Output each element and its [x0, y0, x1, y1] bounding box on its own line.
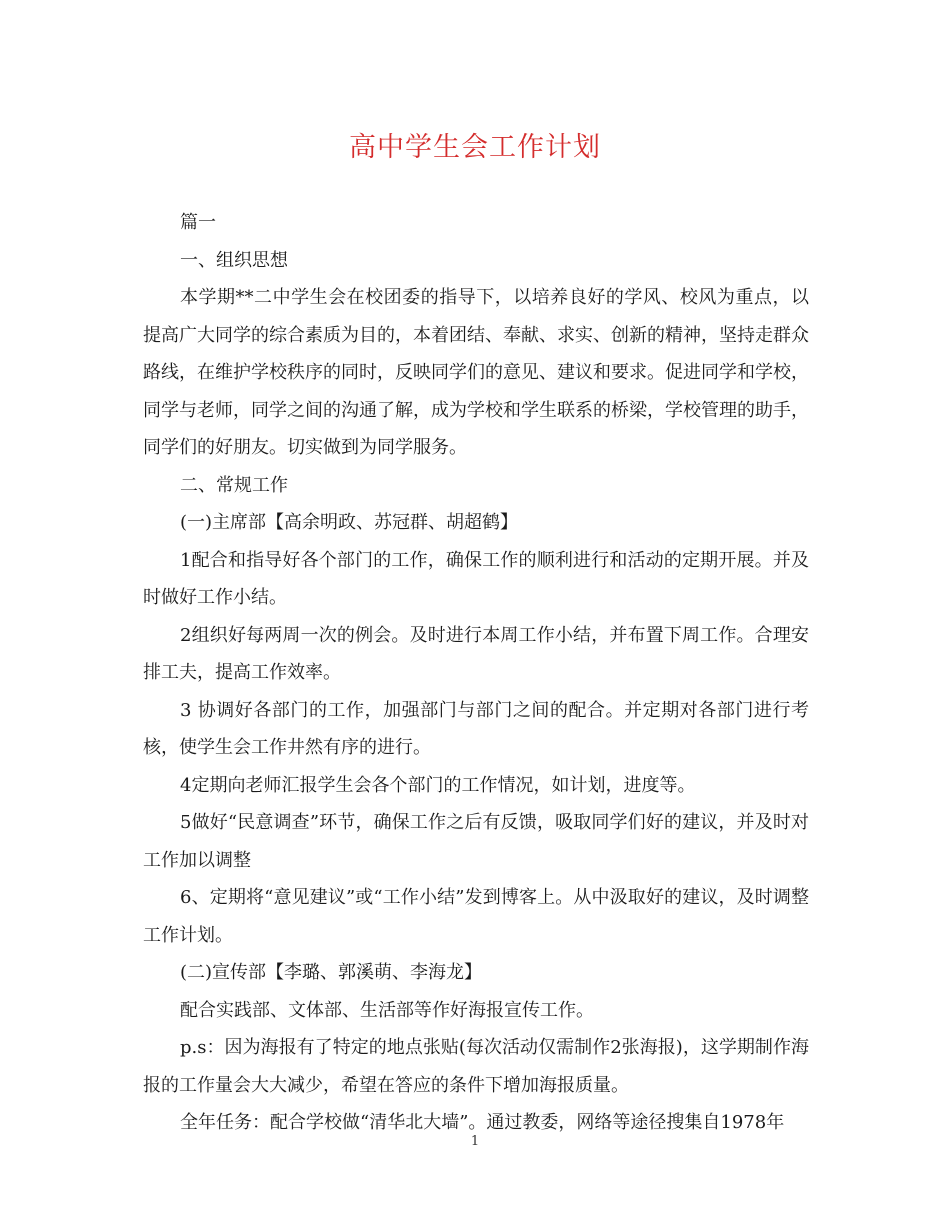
paragraph-publicity-task: 配合实践部、文体部、生活部等作好海报宣传工作。 [180, 999, 594, 1021]
heading-routine-work: 二、常规工作 [180, 474, 288, 496]
list-item-6: 6、定期将“意见建议”或“工作小结”发到博客上。从中汲取好的建议，及时调整工作计划。 [143, 887, 809, 946]
paragraph-section-label: 篇一 [180, 212, 216, 233]
heading-publicity-department: (二)宣传部【李璐、郭溪萌、李海龙】 [180, 962, 483, 983]
paragraph-ps-note: p.s：因为海报有了特定的地点张贴(每次活动仅需制作2张海报)，这学期制作海报的工作量会大大减少，希望在答应的条件下增加海报质量。 [143, 1037, 809, 1096]
heading-organization-thought: 一、组织思想 [180, 249, 288, 271]
list-item-2: 2组织好每两周一次的例会。及时进行本周工作小结，并布置下周工作。合理安排工夫，提高工作效率。 [143, 624, 809, 683]
page-number: 1 [470, 1134, 480, 1149]
list-item-4: 4定期向老师汇报学生会各个部门的工作情况，如计划，进度等。 [180, 774, 696, 796]
list-item-5: 5做好“民意调查”环节，确保工作之后有反馈，吸取同学们好的建议，并及时对工作加以调整 [143, 812, 809, 871]
document-body [143, 204, 809, 1142]
paragraph-annual-task: 全年任务：配合学校做“清华北大墙”。通过教委，网络等途径搜集自1978年 [180, 1112, 785, 1133]
list-item-1: 1配合和指导好各个部门的工作，确保工作的顺利进行和活动的定期开展。并及时做好工作小结。 [143, 549, 809, 608]
list-item-3: 3 协调好各部门的工作，加强部门与部门之间的配合。并定期对各部门进行考核，使学生会工作井然有序的进行。 [143, 699, 809, 758]
paragraph-organization-body: 本学期**二中学生会在校团委的指导下，以培养良好的学风、校风为重点，以提高广大同学的综合素质为目的，本着团结、奉献、求实、创新的精神，坚持走群众路线，在维护学校秩序的同时，反映同学们的意见、建议和要求。促进同学和学校，同学与老师，同学之间的沟通了解，成为学校和学生联系的桥梁，学校管理的助手，同学们的好朋友。切实做到为同学服务。 [143, 287, 809, 458]
document-title: 高中学生会工作计划 [349, 132, 601, 163]
heading-chair-department: (一)主席部【高余明政、苏冠群、胡超鹤】 [180, 512, 519, 533]
